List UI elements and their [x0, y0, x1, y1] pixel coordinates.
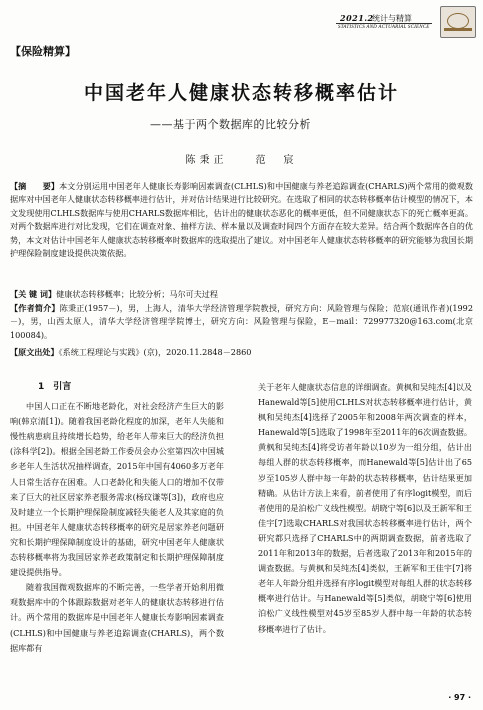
logo-text-bar: [444, 28, 472, 31]
article-title: 中国老年人健康状态转移概率估计: [83, 82, 399, 104]
article-authors: 陈秉正 范 宸: [185, 155, 298, 166]
abstract-label: 【摘 要】: [10, 181, 60, 191]
logo-emblem-icon: [447, 13, 469, 29]
author-info-text: 陈秉正(1957－)，男，上海人，清华大学经济管理学院教授，研究方向：风险管理与保险；范宸(通讯作者)(1992－)，男，山西太原人，清华大学经济管理学院博士，研究方向：风险管理与保险，E－mail：729977320@163.com(北京 100084)。: [10, 303, 482, 340]
keywords-block: [10, 288, 473, 301]
source-block: [10, 346, 473, 359]
body-paragraph: 中国人口正在不断地老龄化，对社会经济产生巨大的影响(韩京清[1])。随着我国老龄化程度的加深，老年人失能和慢性病患病且持续增长趋势，给老年人带来巨大的经济负担(涂科学[2])。根据全国老龄工作委员会办公室第四次中国城乡老年人生活状况抽样调查，2015年中国有4060多万老年人日常生活存在困难。人口老龄化和失能人口的增加不仅带来了巨大的社区居家养老服务需求(杨玟谦等[3])，政府也应及时建立一个长期护理保险制度减轻失能老人及其家庭的负担。中国老年人健康状态转移概率的研究是居家养老问题研究和长期护理保障制度设计的基础，研究中国老年人健康状态转移概率将为我国居家养老政策制定和长期护理保障制度建设提供指导。: [10, 401, 224, 578]
keywords-label: 【关 键 词】: [10, 289, 57, 299]
journal-logo: [440, 6, 476, 38]
body-column-left: [10, 380, 224, 656]
body-paragraph: 随着我国微观数据库的不断完善，一些学者开始利用微观数据库中的个体跟踪数据对老年人的健康状态转移进行估计。两个常用的数据库是中国老年人健康长寿影响因素调查(CLHLS)和中国健康与养老追踪调查(CHARLS)，两个数据库都有: [10, 582, 224, 653]
author-info-label: 【作者简介】: [10, 303, 60, 313]
abstract-text: 本文分别运用中国老年人健康长寿影响因素调查(CLHLS)和中国健康与养老追踪调查(CHARLS)两个常用的微观数据库对中国老年人健康状态转移概率进行估计，并对估计结果进行比较研究。在选取了相同的状态转移概率估计模型的情况下，本文发现使用CLHLS数据库与使用CHARLS数据库相比，估计出的健康状态恶化的概率更低，但不同健康状态下的死亡概率更高。对两个数据库进行对比发现，它们在调查对象、抽样方法、样本量以及调查时间四个方面存在较大差异。结合两个数据库各自的优势，本文对估计中国老年人健康状态转移概率时数据库的选取提出了建议。对中国老年人健康状态转移概率的研究能够为我国长期护理保险制度建设提供决策依据。: [10, 181, 473, 259]
article-subtitle: ——基于两个数据库的比较分析: [150, 118, 311, 131]
section-heading: 1 引言: [38, 382, 72, 392]
author-info-block: [10, 302, 482, 342]
journal-title: 统计与精算: [372, 14, 412, 23]
issue-number: 2021.2: [340, 13, 374, 23]
source-label: 【原文出处】: [10, 347, 59, 357]
header-rule: [336, 23, 432, 24]
section-tag: 【保险精算】: [10, 45, 76, 58]
abstract-block: [10, 180, 473, 260]
body-paragraph: 关于老年人健康状态信息的详细调查。黄枫和吴纯杰[4]以及Hanewald等[5]使用CLHLS对状态转移概率进行估计，黄枫和吴纯杰[4]选择了2005年和2008年两次调查的样本，Hanewald等[5]选取了1998年至2011年的6次调查数据。黄枫和吴纯杰[4]将受访者年龄以10岁为一组分组，估计出每组人群的状态转移概率，而Hanewald等[5]估计出了65岁至105岁人群中每一年龄的状态转移概率，估计结果更加精确。从估计方法上来看，前者使用了有序logit模型，而后者使用的是泊松广义线性模型。胡晓宁等[6]以及王新军和王佳宇[7]选取CHARLS对我国状态转移概率进行估计，两个研究都只选择了CHARLS中的两期调查数据，前者选取了2011年和2013年的数据，后者选取了2013年和2015年的调查数据。与黄枫和吴纯杰[4]类似，王新军和王佳宇[7]将老年人年龄分组并选择有序logit模型对每组人群的状态转移概率进行估计。与Hanewald等[5]类似，胡晓宁等[6]使用泊松广义线性模型对45岁至85岁人群中每一年龄的状态转移概率进行了估计。: [258, 382, 472, 634]
body-column-right: [258, 380, 472, 637]
keywords-text: 健康状态转移概率；比较分析；马尔可夫过程: [56, 289, 218, 299]
source-text: 《系统工程理论与实践》(京)，2020.11.2848－2860: [58, 347, 252, 357]
page-number: · 97 ·: [448, 693, 471, 702]
journal-subtitle: STATISTICS AND ACTUARIAL SCIENCE: [338, 25, 430, 30]
journal-header: [0, 0, 483, 40]
